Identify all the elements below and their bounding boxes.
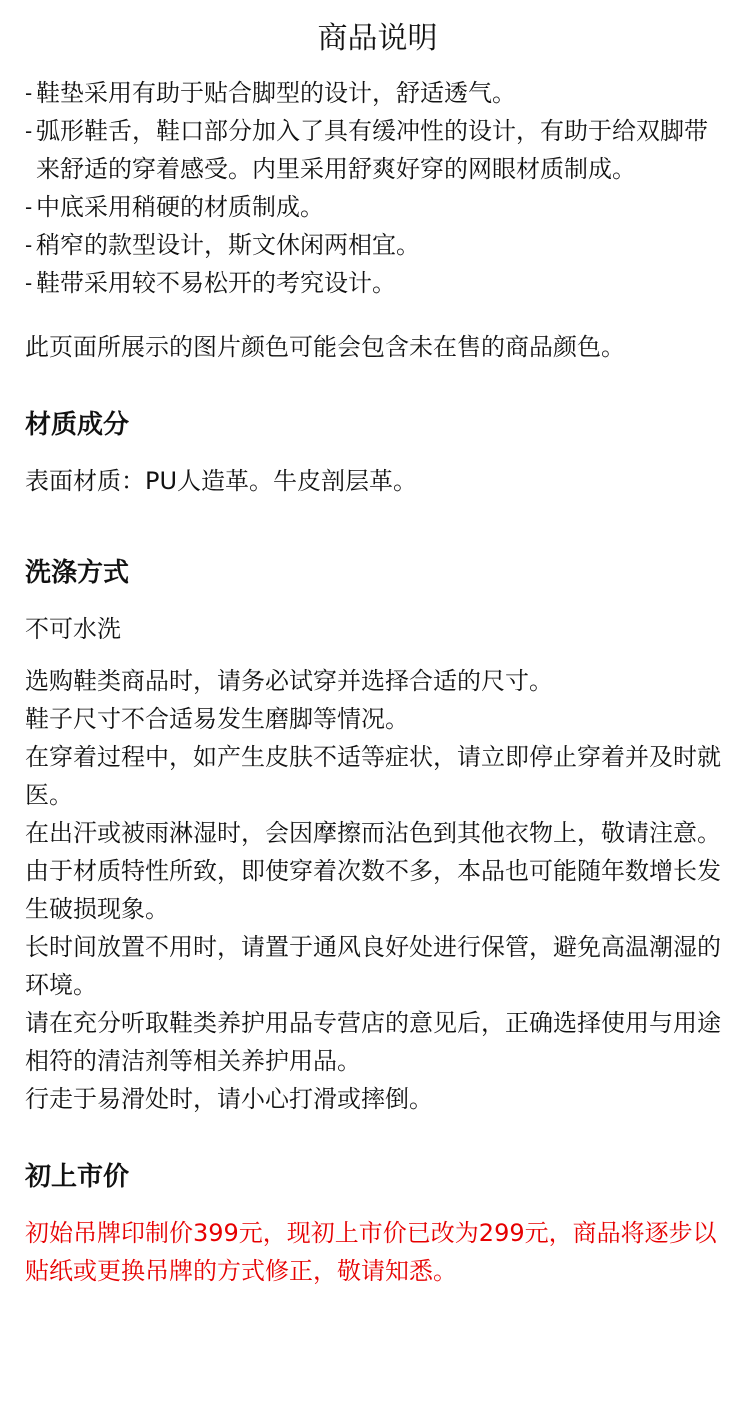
feature-text: 鞋带采用较不易松开的考究设计。 (36, 269, 396, 297)
washing-method: 不可水洗 (25, 615, 121, 643)
care-note: 长时间放置不用时，请置于通风良好处进行保管，避免高温潮湿的环境。 (25, 933, 721, 999)
launch-price-text: 初始吊牌印制价399元，现初上市价已改为299元，商品将逐步以贴纸或更换吊牌的方式修正，敬请知悉。 (25, 1219, 717, 1285)
feature-text: 弧形鞋舌，鞋口部分加入了具有缓冲性的设计，有助于给双脚带来舒适的穿着感受。内里采用舒爽好穿的网眼材质制成。 (36, 117, 708, 183)
bullet-dash: - (25, 195, 33, 219)
feature-text: 稍窄的款型设计，斯文休闲两相宜。 (36, 231, 420, 259)
feature-item (25, 264, 730, 302)
care-note: 在穿着过程中，如产生皮肤不适等症状，请立即停止穿着并及时就医。 (25, 743, 721, 809)
feature-item (25, 188, 730, 226)
care-note: 鞋子尺寸不合适易发生磨脚等情况。 (25, 705, 409, 733)
bullet-dash: - (25, 119, 33, 143)
feature-item (25, 226, 730, 264)
bullet-dash: - (25, 81, 33, 105)
material-heading: 材质成分 (25, 410, 130, 440)
feature-text: 中底采用稍硬的材质制成。 (36, 193, 324, 221)
washing-heading: 洗涤方式 (25, 558, 130, 588)
care-note: 行走于易滑处时，请小心打滑或摔倒。 (25, 1085, 433, 1113)
bullet-dash: - (25, 233, 33, 257)
care-notes (25, 662, 730, 1118)
care-note: 请在充分听取鞋类养护用品专营店的意见后，正确选择使用与用途相符的清洁剂等相关养护用品。 (25, 1009, 721, 1075)
feature-item (25, 74, 730, 112)
feature-text: 鞋垫采用有助于贴合脚型的设计，舒适透气。 (36, 79, 516, 107)
care-note: 由于材质特性所致，即使穿着次数不多，本品也可能随年数增长发生破损现象。 (25, 857, 721, 923)
care-note: 在出汗或被雨淋湿时，会因摩擦而沾色到其他衣物上，敬请注意。 (25, 819, 721, 847)
material-text: 表面材质：PU人造革。牛皮剖层革。 (25, 467, 418, 495)
launch-price-heading: 初上市价 (25, 1162, 130, 1192)
page-title: 商品说明 (317, 21, 438, 56)
bullet-dash: - (25, 271, 33, 295)
color-note: 此页面所展示的图片颜色可能会包含未在售的商品颜色。 (25, 333, 625, 361)
product-description (25, 18, 730, 1290)
feature-list (25, 74, 730, 302)
care-note: 选购鞋类商品时，请务必试穿并选择合适的尺寸。 (25, 667, 553, 695)
feature-item (25, 112, 730, 188)
